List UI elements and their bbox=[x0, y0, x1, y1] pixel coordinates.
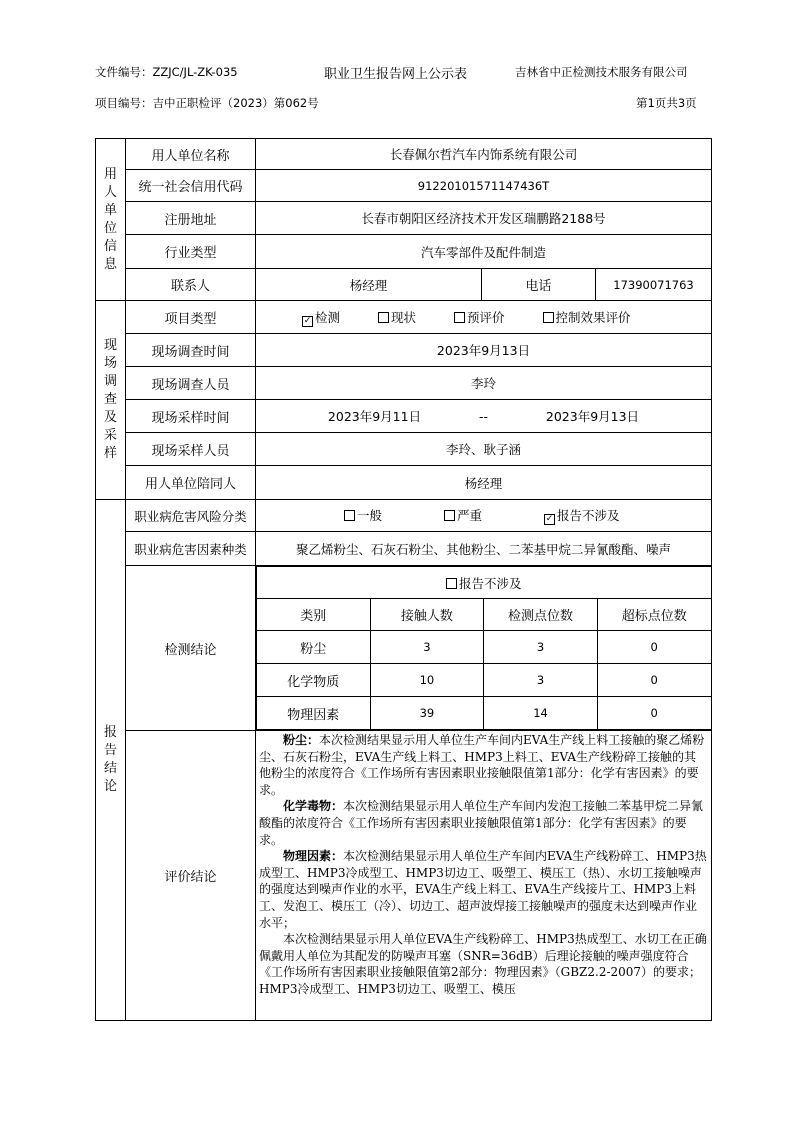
evaluation-paragraph bbox=[259, 732, 707, 798]
survey-staff: 李玲 bbox=[256, 367, 712, 400]
credit-code: 91220101571147436T bbox=[256, 170, 712, 202]
risk-option-label: 一般 bbox=[357, 508, 383, 523]
checked-box-icon: ✓ bbox=[545, 514, 554, 524]
industry: 汽车零部件及配件制造 bbox=[256, 235, 712, 269]
section-employer bbox=[96, 139, 126, 301]
evaluation-paragraph bbox=[259, 931, 707, 997]
detection-cell: 0 bbox=[597, 631, 711, 664]
evaluation-body: 本次检测结果显示用人单位生产车间内发泡工接触二苯基甲烷二异氰酸酯的浓度符合《工作场所有害因素职业接触限值第1部分：化学有害因素》的要求。 bbox=[259, 799, 704, 847]
hazard-factors: 聚乙烯粉尘、石灰石粉尘、其他粉尘、二苯基甲烷二异氰酸酯、噪声 bbox=[256, 532, 712, 566]
risk-option-2 bbox=[544, 506, 620, 525]
detection-cell: 0 bbox=[597, 664, 711, 697]
detection-cell: 10 bbox=[370, 664, 484, 697]
evaluation-heading: 物理因素： bbox=[283, 849, 344, 864]
evaluation-label: 评价结论 bbox=[126, 731, 256, 1021]
table-row bbox=[257, 631, 712, 664]
section-survey-label: 现 场 调 查 及 采 样 bbox=[103, 338, 117, 461]
project-type-option-1 bbox=[378, 308, 416, 326]
checkbox-icon bbox=[454, 312, 465, 323]
section-conclusion bbox=[96, 500, 126, 1021]
project-type-option-0 bbox=[302, 308, 340, 327]
sampling-time-label: 现场采样时间 bbox=[126, 400, 256, 433]
project-type-option-2 bbox=[454, 308, 505, 326]
section-survey bbox=[96, 301, 126, 500]
sampling-start: 2023年9月11日 bbox=[327, 409, 422, 424]
credit-code-label: 统一社会信用代码 bbox=[126, 170, 256, 202]
detection-cell: 粉尘 bbox=[257, 631, 371, 664]
detection-cell: 14 bbox=[484, 697, 598, 730]
table-row bbox=[257, 664, 712, 697]
section-conclusion-label: 报 告 结 论 bbox=[103, 725, 117, 794]
detection-label: 检测结论 bbox=[126, 566, 256, 731]
project-type-option-label: 检测 bbox=[315, 309, 341, 325]
survey-date-label: 现场调查时间 bbox=[126, 334, 256, 367]
address: 长春市朝阳区经济技术开发区瑞鹏路2188号 bbox=[256, 202, 712, 235]
disclosure-table bbox=[95, 138, 712, 1021]
file-number: 文件编号：ZZJC/JL-ZK-035 bbox=[95, 65, 238, 79]
risk-class-options bbox=[256, 500, 712, 532]
checked-box-icon: ✓ bbox=[303, 315, 312, 326]
project-type-options bbox=[256, 301, 712, 334]
contact-label: 联系人 bbox=[126, 269, 256, 301]
escort-label: 用人单位陪同人 bbox=[126, 466, 256, 500]
document-title: 职业卫生报告网上公示表 bbox=[324, 67, 468, 82]
detection-results bbox=[256, 566, 712, 731]
project-type-option-3 bbox=[543, 308, 631, 326]
detection-header: 接触人数 bbox=[370, 599, 484, 631]
detection-header: 检测点位数 bbox=[484, 599, 598, 631]
phone-label: 电话 bbox=[482, 269, 596, 301]
project-type-option-label: 预评价 bbox=[467, 309, 505, 325]
risk-option-label: 报告不涉及 bbox=[557, 508, 620, 523]
risk-class-label: 职业病危害风险分类 bbox=[126, 500, 256, 532]
table-row bbox=[257, 697, 712, 730]
project-type-option-label: 控制效果评价 bbox=[555, 309, 631, 325]
detection-cell: 物理因素 bbox=[257, 697, 371, 730]
contact: 杨经理 bbox=[256, 269, 482, 301]
hazard-factors-label: 职业病危害因素种类 bbox=[126, 532, 256, 566]
risk-option-1 bbox=[444, 506, 482, 524]
sampling-end: 2023年9月13日 bbox=[545, 409, 640, 424]
detection-header: 类别 bbox=[257, 599, 371, 631]
evaluation-text bbox=[256, 731, 712, 1021]
checkbox-icon bbox=[344, 510, 355, 521]
detection-header: 超标点位数 bbox=[597, 599, 711, 631]
detection-table bbox=[256, 566, 712, 730]
evaluation-heading: 化学毒物： bbox=[283, 799, 344, 814]
detection-cell: 39 bbox=[370, 697, 484, 730]
sampling-separator: -- bbox=[478, 409, 489, 424]
risk-option-0 bbox=[344, 506, 382, 524]
phone: 17390071763 bbox=[596, 269, 712, 301]
evaluation-body: 本次检测结果显示用人单位生产车间内EVA生产线粉碎工、HMP3热成型工、HMP3冷成型工、HMP3切边工、吸塑工、模压工（热）、水切工接触噪声的强度达到噪声作业的水平，EVA生产线上料工、EVA生产线接片工、HMP3上料工、发泡工、模压工（冷）、切边工、超声波焊接工接触噪声的强度未达到噪声作业水平； bbox=[259, 849, 707, 930]
detection-cell: 3 bbox=[484, 664, 598, 697]
samplers: 李玲、耿子涵 bbox=[256, 433, 712, 466]
detection-not-involved bbox=[257, 567, 712, 599]
industry-label: 行业类型 bbox=[126, 235, 256, 269]
evaluation-paragraph bbox=[259, 848, 707, 931]
escort: 杨经理 bbox=[256, 466, 712, 500]
survey-date: 2023年9月13日 bbox=[256, 334, 712, 367]
detection-not-involved-label: 报告不涉及 bbox=[459, 575, 522, 591]
checkbox-icon bbox=[446, 578, 457, 589]
section-employer-label: 用 人 单 位 信 息 bbox=[103, 166, 117, 272]
employer-name-label: 用人单位名称 bbox=[126, 139, 256, 170]
project-type-label: 项目类型 bbox=[126, 301, 256, 334]
evaluation-paragraph bbox=[259, 798, 707, 848]
checkbox-icon bbox=[543, 312, 554, 323]
project-type-option-label: 现状 bbox=[391, 309, 417, 325]
address-label: 注册地址 bbox=[126, 202, 256, 235]
detection-cell: 3 bbox=[484, 631, 598, 664]
detection-cell: 化学物质 bbox=[257, 664, 371, 697]
evaluation-heading: 粉尘： bbox=[283, 733, 320, 747]
checkbox-icon bbox=[378, 312, 389, 323]
checkbox-icon bbox=[444, 510, 455, 521]
project-number: 项目编号：吉中正职检评（2023）第062号 bbox=[95, 96, 319, 110]
evaluation-body: 本次检测结果显示用人单位生产车间内EVA生产线上料工接触的聚乙烯粉尘、石灰石粉尘，EVA生产线上料工、HMP3上料工、EVA生产线粉碎工接触的其他粉尘的浓度符合《工作场所有害因素职业接触限值第1部分：化学有害因素》的要求。 bbox=[259, 733, 705, 797]
company-name: 吉林省中正检测技术服务有限公司 bbox=[515, 65, 688, 79]
detection-cell: 3 bbox=[370, 631, 484, 664]
survey-staff-label: 现场调查人员 bbox=[126, 367, 256, 400]
sampling-time bbox=[256, 400, 712, 433]
risk-option-label: 严重 bbox=[457, 508, 483, 523]
samplers-label: 现场采样人员 bbox=[126, 433, 256, 466]
page-number: 第1页共3页 bbox=[636, 96, 697, 110]
employer-name: 长春佩尔哲汽车内饰系统有限公司 bbox=[256, 139, 712, 170]
evaluation-body: 本次检测结果显示用人单位EVA生产线粉碎工、HMP3热成型工、水切工在正确佩戴用人单位为其配发的防噪声耳塞（SNR=36dB）后理论接触的噪声强度符合《工作场所有害因素职业接触限值第2部分：物理因素》（GBZ2.2-2007）的要求；HMP3冷成型工、HMP3切边工、吸塑工、模压 bbox=[259, 932, 707, 996]
detection-cell: 0 bbox=[597, 697, 711, 730]
